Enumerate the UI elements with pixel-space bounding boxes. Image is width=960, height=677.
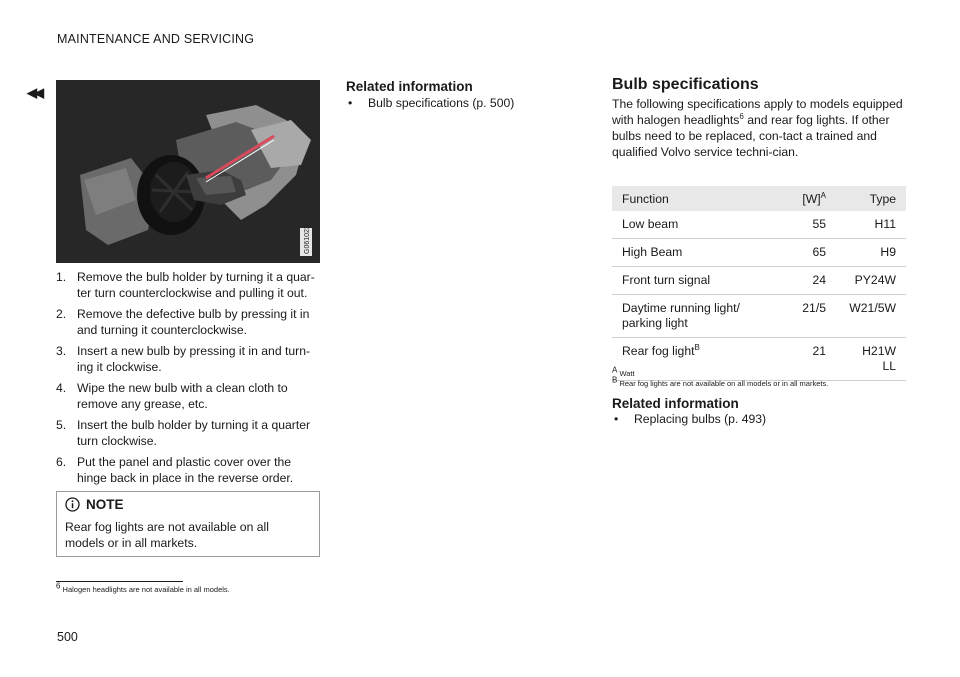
step-4: 4. Wipe the new bulb with a clean cloth to remove any grease, etc. [56,381,288,411]
note-box [56,491,320,557]
step-1: 1. Remove the bulb holder by turning it a quar-ter turn counterclockwise and pulling it out. [56,270,315,300]
table-row: Front turn signal 24 PY24W [612,267,906,295]
table-header-row [612,186,906,211]
step-5: 5. Insert the bulb holder by turning it a quarter turn clockwise. [56,418,311,448]
table-row: High Beam 65 H9 [612,239,906,267]
table-row: Rear fog light$^B$ 21 H21W LL [612,338,906,381]
table-footnote-b: $^B$ Rear fog lights are not available on all models or in all markets. [612,375,829,388]
note-text: Rear fog lights are not available on all models or in all markets. [65,520,269,550]
previous-page-icon[interactable]: ◀◀ [27,85,41,100]
instruction-steps [56,270,324,492]
bulb-spec-table [612,186,906,381]
info-icon [65,497,80,512]
step-3: 3. Insert a new bulb by pressing it in and turn-ing it clockwise. [56,344,311,374]
table-row: Low beam 55 H11 [612,211,906,239]
related-info-heading-right: Related information [612,396,739,411]
footnote: $^6$ Halogen headlights are not available in all models. [56,581,230,594]
bulb-holder-illustration [56,80,320,263]
note-title: NOTE [86,497,124,512]
table-row: Daytime running light/ parking light 21/5 W21/5W [612,295,906,338]
bulb-holder-drawing [56,80,320,263]
related-info-item-right: • Replacing bulbs (p. 493) [614,412,767,426]
footnote-divider [56,581,183,582]
related-info-heading: Related information [346,79,473,94]
figure-code: G061023 [304,225,311,254]
link-replacing-bulbs[interactable]: Replacing bulbs (p. 493) [634,412,767,426]
section-title: Bulb specifications [612,76,759,93]
col-type: Type [836,186,906,211]
col-watt: $[W]^A$ [788,186,836,211]
table-footnote-a: $^A$ Watt [612,365,635,378]
running-header: MAINTENANCE AND SERVICING [57,32,255,46]
related-info-item: • Bulb specifications (p. 500) [348,96,515,110]
intro-paragraph: The following specifications apply to models equipped with halogen headlights$^6$ and rear fog lights. If other bulbs need to be replaced, con-tact a trained and qualified Volvo service techni-cian. [612,97,903,159]
link-bulb-specifications[interactable]: Bulb specifications (p. 500) [368,96,515,110]
table-footnotes [612,365,829,388]
col-function: Function [612,186,788,211]
step-6: 6. Put the panel and plastic cover over the hinge back in place in the reverse order. [56,455,294,485]
page-number: 500 [57,630,78,644]
step-2: 2. Remove the defective bulb by pressing it in and turning it counterclockwise. [56,307,310,337]
